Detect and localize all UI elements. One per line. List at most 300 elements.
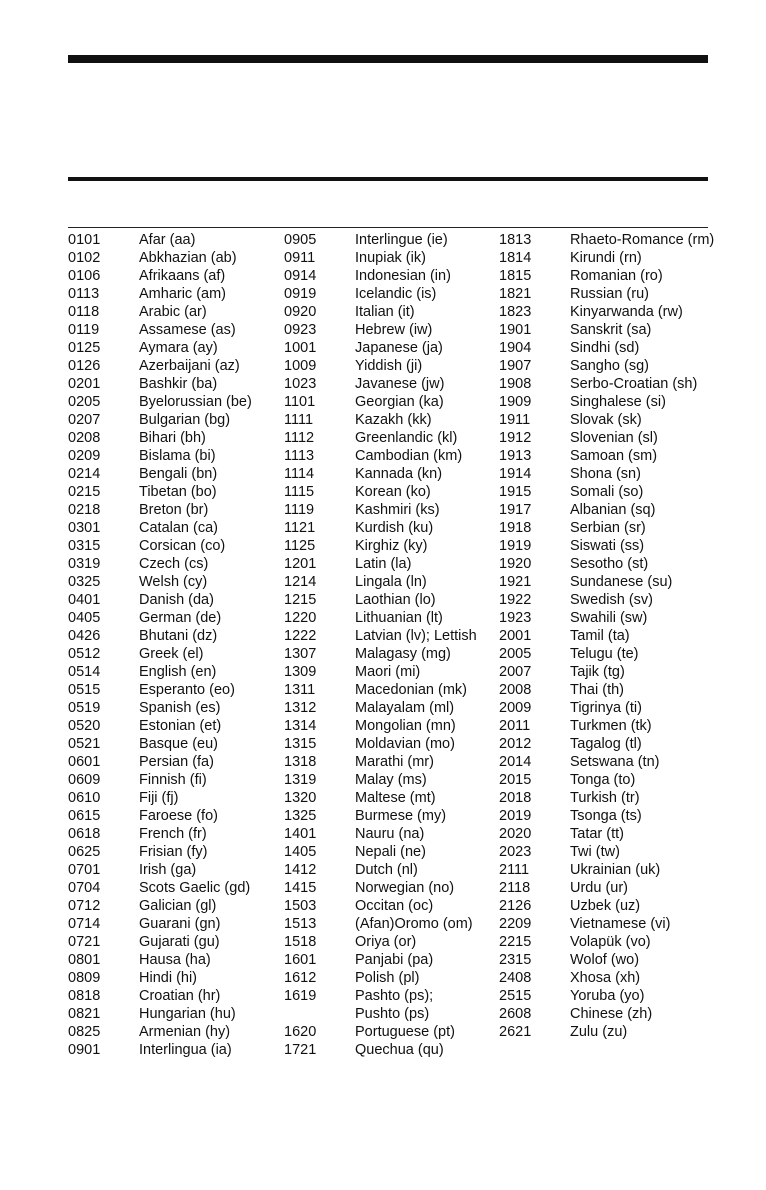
language-code: 0218	[68, 502, 101, 518]
language-name: Tamil (ta)	[570, 628, 630, 644]
language-name: Oriya (or)	[355, 934, 417, 950]
table-row	[0, 429, 766, 447]
language-code: 1518	[284, 934, 317, 950]
language-name: Afar (aa)	[139, 232, 196, 248]
language-name: Vietnamese (vi)	[570, 916, 671, 932]
language-code: 0515	[68, 682, 101, 698]
language-name: Portuguese (pt)	[355, 1024, 455, 1040]
language-code: 1220	[284, 610, 317, 626]
language-code: 1917	[499, 502, 532, 518]
language-name: Kashmiri (ks)	[355, 502, 440, 518]
language-name: Ukrainian (uk)	[570, 862, 661, 878]
language-code: 1721	[284, 1042, 317, 1058]
language-code: 1914	[499, 466, 532, 482]
language-name: Bhutani (dz)	[139, 628, 218, 644]
table-row	[0, 789, 766, 807]
language-code: 0809	[68, 970, 101, 986]
language-name: Faroese (fo)	[139, 808, 218, 824]
language-name: Croatian (hr)	[139, 988, 221, 1004]
language-code: 0215	[68, 484, 101, 500]
table-row	[0, 447, 766, 465]
language-code: 1919	[499, 538, 532, 554]
language-name: Slovak (sk)	[570, 412, 642, 428]
language-code: 1823	[499, 304, 532, 320]
language-name: Kirghiz (ky)	[355, 538, 428, 554]
language-code: 1412	[284, 862, 317, 878]
language-code: 2008	[499, 682, 532, 698]
language-code: 1125	[284, 538, 316, 554]
language-code: 1907	[499, 358, 532, 374]
language-name: Czech (cs)	[139, 556, 209, 572]
language-name: Swedish (sv)	[570, 592, 653, 608]
language-code: 0923	[284, 322, 317, 338]
table-row	[0, 807, 766, 825]
language-code: 1918	[499, 520, 532, 536]
language-name: Kirundi (rn)	[570, 250, 642, 266]
language-name: Panjabi (pa)	[355, 952, 434, 968]
language-name: Polish (pl)	[355, 970, 420, 986]
language-name: Sundanese (su)	[570, 574, 673, 590]
language-name: Uzbek (uz)	[570, 898, 641, 914]
language-code: 0514	[68, 664, 101, 680]
language-name: Malay (ms)	[355, 772, 427, 788]
table-row	[0, 627, 766, 645]
language-name: Inupiak (ik)	[355, 250, 426, 266]
language-name: Hebrew (iw)	[355, 322, 433, 338]
language-name: Greenlandic (kl)	[355, 430, 458, 446]
section-rule	[68, 177, 708, 181]
language-code: 2005	[499, 646, 532, 662]
table-row	[0, 411, 766, 429]
language-code: 0615	[68, 808, 101, 824]
language-name: Marathi (mr)	[355, 754, 434, 770]
language-code: 1023	[284, 376, 317, 392]
language-code: 2012	[499, 736, 532, 752]
language-name: Corsican (co)	[139, 538, 226, 554]
language-name: Afrikaans (af)	[139, 268, 226, 284]
language-code: 0625	[68, 844, 101, 860]
table-row	[0, 645, 766, 663]
language-name: Somali (so)	[570, 484, 644, 500]
language-name: Latin (la)	[355, 556, 412, 572]
language-name: French (fr)	[139, 826, 207, 842]
language-code: 1813	[499, 232, 532, 248]
language-code: 1311	[284, 682, 316, 698]
language-name: Basque (eu)	[139, 736, 218, 752]
language-code: 1222	[284, 628, 317, 644]
language-name: Icelandic (is)	[355, 286, 437, 302]
language-name: Sanskrit (sa)	[570, 322, 652, 338]
language-name: Georgian (ka)	[355, 394, 444, 410]
language-name: Kannada (kn)	[355, 466, 443, 482]
language-name: Sangho (sg)	[570, 358, 649, 374]
language-code: 1319	[284, 772, 317, 788]
table-row	[0, 249, 766, 267]
language-code: 0609	[68, 772, 101, 788]
table-row	[0, 537, 766, 555]
language-name: Wolof (wo)	[570, 952, 640, 968]
table-row	[0, 573, 766, 591]
table-row	[0, 285, 766, 303]
language-code: 0914	[284, 268, 317, 284]
table-row	[0, 969, 766, 987]
language-name: Estonian (et)	[139, 718, 222, 734]
language-code: 1920	[499, 556, 532, 572]
table-row	[0, 663, 766, 681]
language-name: Interlingue (ie)	[355, 232, 448, 248]
language-code: 1921	[499, 574, 532, 590]
language-code: 0821	[68, 1006, 101, 1022]
language-code: 1913	[499, 448, 532, 464]
language-code: 1215	[284, 592, 317, 608]
language-name: Lithuanian (lt)	[355, 610, 443, 626]
language-name: Occitan (oc)	[355, 898, 434, 914]
language-name: Turkish (tr)	[570, 790, 640, 806]
language-code: 2018	[499, 790, 532, 806]
language-name: Frisian (fy)	[139, 844, 208, 860]
language-name: Yiddish (ji)	[355, 358, 423, 374]
language-code: 0426	[68, 628, 101, 644]
language-name: Turkmen (tk)	[570, 718, 652, 734]
language-name: Japanese (ja)	[355, 340, 443, 356]
language-name: Rhaeto-Romance (rm)	[570, 232, 715, 248]
language-name: Abkhazian (ab)	[139, 250, 237, 266]
table-row	[0, 879, 766, 897]
language-code: 0319	[68, 556, 101, 572]
language-code: 0704	[68, 880, 101, 896]
language-code: 2009	[499, 700, 532, 716]
language-name: Siswati (ss)	[570, 538, 645, 554]
language-code: 1314	[284, 718, 317, 734]
language-code: 2515	[499, 988, 532, 1004]
language-code: 0601	[68, 754, 101, 770]
language-name: Russian (ru)	[570, 286, 649, 302]
language-name: Quechua (qu)	[355, 1042, 444, 1058]
language-name: Sindhi (sd)	[570, 340, 640, 356]
language-code: 0301	[68, 520, 101, 536]
language-name: Shona (sn)	[570, 466, 641, 482]
language-code: 2118	[499, 880, 531, 896]
language-code: 1415	[284, 880, 317, 896]
language-name: Azerbaijani (az)	[139, 358, 240, 374]
language-code: 0125	[68, 340, 101, 356]
language-name: Malagasy (mg)	[355, 646, 451, 662]
language-name: Thai (th)	[570, 682, 624, 698]
language-name: Dutch (nl)	[355, 862, 418, 878]
language-code: 0521	[68, 736, 101, 752]
table-row	[0, 1005, 766, 1023]
language-code: 1121	[284, 520, 316, 536]
language-name: Nauru (na)	[355, 826, 425, 842]
language-code: 0801	[68, 952, 101, 968]
language-code: 0214	[68, 466, 101, 482]
table-row	[0, 267, 766, 285]
language-code: 1315	[284, 736, 317, 752]
language-code: 0714	[68, 916, 101, 932]
language-code: 1923	[499, 610, 532, 626]
language-code: 1119	[284, 502, 315, 518]
language-code: 1915	[499, 484, 532, 500]
language-name: Pushto (ps)	[355, 1006, 430, 1022]
language-name: English (en)	[139, 664, 217, 680]
table-row	[0, 501, 766, 519]
language-name: Norwegian (no)	[355, 880, 455, 896]
table-row	[0, 1041, 766, 1059]
language-name: Laothian (lo)	[355, 592, 436, 608]
language-code: 1911	[499, 412, 531, 428]
language-name: Tajik (tg)	[570, 664, 625, 680]
table-row	[0, 555, 766, 573]
language-name: Korean (ko)	[355, 484, 431, 500]
table-row	[0, 933, 766, 951]
language-name: Telugu (te)	[570, 646, 639, 662]
table-row	[0, 321, 766, 339]
table-row	[0, 753, 766, 771]
language-name: Breton (br)	[139, 502, 209, 518]
language-name: Tatar (tt)	[570, 826, 624, 842]
language-name: Arabic (ar)	[139, 304, 207, 320]
language-name: Danish (da)	[139, 592, 214, 608]
table-row	[0, 483, 766, 501]
language-name: Singhalese (si)	[570, 394, 666, 410]
language-code: 1114	[284, 466, 315, 482]
language-code: 2011	[499, 718, 531, 734]
table-row	[0, 717, 766, 735]
language-code: 0519	[68, 700, 101, 716]
language-name: Scots Gaelic (gd)	[139, 880, 251, 896]
language-code: 0825	[68, 1024, 101, 1040]
language-code: 2408	[499, 970, 532, 986]
language-code: 1001	[284, 340, 317, 356]
language-code: 0208	[68, 430, 101, 446]
language-name: Macedonian (mk)	[355, 682, 468, 698]
language-code: 2209	[499, 916, 532, 932]
language-name: Slovenian (sl)	[570, 430, 658, 446]
language-name: Serbo-Croatian (sh)	[570, 376, 698, 392]
language-name: Romanian (ro)	[570, 268, 663, 284]
language-code: 0701	[68, 862, 101, 878]
language-name: Finnish (fi)	[139, 772, 207, 788]
language-name: Cambodian (km)	[355, 448, 463, 464]
language-code: 1115	[284, 484, 315, 500]
language-name: Yoruba (yo)	[570, 988, 645, 1004]
language-name: Fiji (fj)	[139, 790, 179, 806]
language-name: Hausa (ha)	[139, 952, 211, 968]
language-name: Esperanto (eo)	[139, 682, 235, 698]
table-row	[0, 771, 766, 789]
language-name: Indonesian (in)	[355, 268, 451, 284]
language-code: 0405	[68, 610, 101, 626]
language-code: 0818	[68, 988, 101, 1004]
language-name: Moldavian (mo)	[355, 736, 455, 752]
language-code: 0315	[68, 538, 101, 554]
language-code: 2023	[499, 844, 532, 860]
language-name: Serbian (sr)	[570, 520, 646, 536]
language-name: Spanish (es)	[139, 700, 221, 716]
language-name: Kinyarwanda (rw)	[570, 304, 683, 320]
language-code: 2111	[499, 862, 530, 878]
table-row	[0, 393, 766, 411]
language-code: 1901	[499, 322, 532, 338]
language-name: Javanese (jw)	[355, 376, 445, 392]
language-code: 1201	[284, 556, 317, 572]
table-row	[0, 699, 766, 717]
language-code: 1113	[284, 448, 315, 464]
language-code: 1312	[284, 700, 317, 716]
language-name: Albanian (sq)	[570, 502, 656, 518]
language-name: Twi (tw)	[570, 844, 620, 860]
language-code: 1309	[284, 664, 317, 680]
language-code: 1815	[499, 268, 532, 284]
language-code: 1325	[284, 808, 317, 824]
language-code: 0919	[284, 286, 317, 302]
language-code: 0512	[68, 646, 101, 662]
language-code: 0712	[68, 898, 101, 914]
language-code: 1909	[499, 394, 532, 410]
table-row	[0, 357, 766, 375]
language-code: 2215	[499, 934, 532, 950]
language-name: Bashkir (ba)	[139, 376, 218, 392]
language-name: Irish (ga)	[139, 862, 197, 878]
language-name: Catalan (ca)	[139, 520, 218, 536]
language-name: Assamese (as)	[139, 322, 236, 338]
language-name: Tsonga (ts)	[570, 808, 642, 824]
language-code: 0721	[68, 934, 101, 950]
language-name: Persian (fa)	[139, 754, 214, 770]
language-code: 1111	[284, 412, 314, 428]
language-name: Nepali (ne)	[355, 844, 426, 860]
language-name: Armenian (hy)	[139, 1024, 231, 1040]
language-name: Galician (gl)	[139, 898, 217, 914]
language-code: 2126	[499, 898, 532, 914]
table-row	[0, 681, 766, 699]
table-row	[0, 987, 766, 1005]
language-name: Burmese (my)	[355, 808, 447, 824]
language-code: 0102	[68, 250, 101, 266]
language-name: Latvian (lv); Lettish	[355, 628, 477, 644]
language-code: 0118	[68, 304, 100, 320]
language-name: Setswana (tn)	[570, 754, 660, 770]
language-name: Bislama (bi)	[139, 448, 216, 464]
language-code: 1821	[499, 286, 532, 302]
language-code: 0905	[284, 232, 317, 248]
language-code: 0901	[68, 1042, 101, 1058]
language-name: Samoan (sm)	[570, 448, 658, 464]
language-name: Bengali (bn)	[139, 466, 218, 482]
table-row	[0, 339, 766, 357]
language-code: 1619	[284, 988, 317, 1004]
language-code: 1101	[284, 394, 316, 410]
language-name: Maori (mi)	[355, 664, 421, 680]
table-row	[0, 843, 766, 861]
language-name: Guarani (gn)	[139, 916, 221, 932]
language-code: 2015	[499, 772, 532, 788]
language-code: 1320	[284, 790, 317, 806]
language-name: Gujarati (gu)	[139, 934, 220, 950]
language-name: Bulgarian (bg)	[139, 412, 231, 428]
language-name: Chinese (zh)	[570, 1006, 653, 1022]
language-code: 0207	[68, 412, 101, 428]
table-row	[0, 609, 766, 627]
language-code: 1009	[284, 358, 317, 374]
language-name: Tibetan (bo)	[139, 484, 217, 500]
language-code: 0119	[68, 322, 100, 338]
table-row	[0, 915, 766, 933]
language-code: 0209	[68, 448, 101, 464]
language-code-table	[0, 231, 766, 1059]
table-row	[0, 861, 766, 879]
table-row	[0, 951, 766, 969]
language-code: 1112	[284, 430, 315, 446]
table-row	[0, 735, 766, 753]
language-name: Interlingua (ia)	[139, 1042, 232, 1058]
language-code: 1307	[284, 646, 317, 662]
language-name: Kurdish (ku)	[355, 520, 434, 536]
language-name: Mongolian (mn)	[355, 718, 456, 734]
table-row	[0, 897, 766, 915]
language-name: Greek (el)	[139, 646, 204, 662]
language-name: Welsh (cy)	[139, 574, 208, 590]
language-code: 0520	[68, 718, 101, 734]
top-rule	[68, 55, 708, 63]
table-row	[0, 303, 766, 321]
language-code: 0101	[68, 232, 101, 248]
language-name: Bihari (bh)	[139, 430, 206, 446]
language-code: 0325	[68, 574, 101, 590]
language-name: Zulu (zu)	[570, 1024, 628, 1040]
language-code: 1513	[284, 916, 317, 932]
language-code: 0920	[284, 304, 317, 320]
language-code: 0126	[68, 358, 101, 374]
language-name: Xhosa (xh)	[570, 970, 641, 986]
language-code: 0911	[284, 250, 316, 266]
language-code: 2315	[499, 952, 532, 968]
language-code: 1908	[499, 376, 532, 392]
language-name: (Afan)Oromo (om)	[355, 916, 473, 932]
language-name: Aymara (ay)	[139, 340, 218, 356]
language-name: Pashto (ps);	[355, 988, 434, 1004]
language-code: 2621	[499, 1024, 532, 1040]
language-name: Italian (it)	[355, 304, 415, 320]
table-row	[0, 591, 766, 609]
language-code: 0610	[68, 790, 101, 806]
language-code: 1405	[284, 844, 317, 860]
language-code: 1612	[284, 970, 317, 986]
language-name: Amharic (am)	[139, 286, 227, 302]
language-name: Urdu (ur)	[570, 880, 629, 896]
language-code: 0205	[68, 394, 101, 410]
language-name: Maltese (mt)	[355, 790, 436, 806]
language-code: 2001	[499, 628, 532, 644]
table-row	[0, 465, 766, 483]
language-code: 2019	[499, 808, 532, 824]
language-code: 2608	[499, 1006, 532, 1022]
language-name: Volapük (vo)	[570, 934, 651, 950]
language-code: 1912	[499, 430, 532, 446]
language-name: Byelorussian (be)	[139, 394, 252, 410]
language-code: 0401	[68, 592, 101, 608]
table-row	[0, 231, 766, 249]
language-code: 2020	[499, 826, 532, 842]
language-name: Sesotho (st)	[570, 556, 649, 572]
language-name: Tigrinya (ti)	[570, 700, 642, 716]
language-code: 0113	[68, 286, 100, 302]
language-code: 1904	[499, 340, 532, 356]
table-row	[0, 519, 766, 537]
language-name: Malayalam (ml)	[355, 700, 455, 716]
language-code: 1503	[284, 898, 317, 914]
language-name: Hungarian (hu)	[139, 1006, 236, 1022]
